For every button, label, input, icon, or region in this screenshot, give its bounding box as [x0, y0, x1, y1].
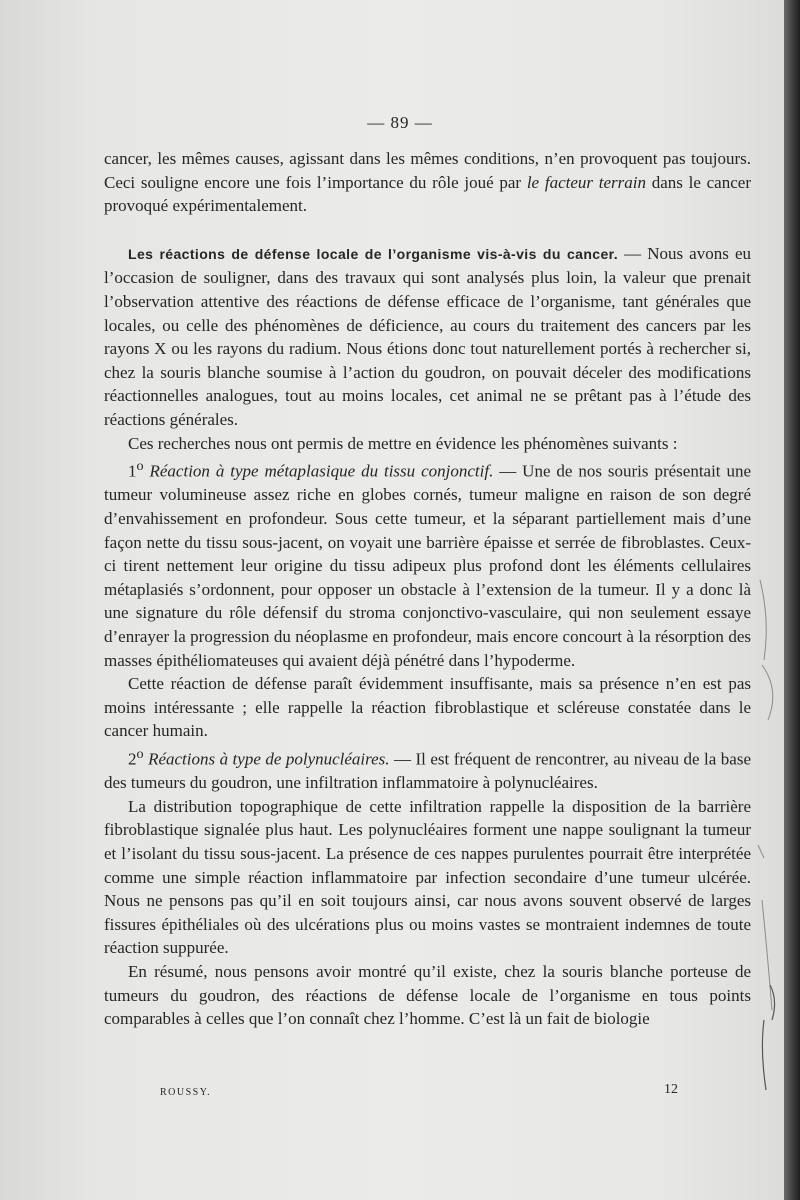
paragraph-reaction-1-note: Cette réaction de défense paraît évidemment insuffisante, mais sa présence n’en est pas moins intéressante ; elle rappelle la réaction fibroblastique et scléreuse constatée dans le cancer humain.: [104, 674, 751, 741]
emphasis-text: le facteur terrain: [526, 172, 646, 192]
paragraph-distribution: La distribution topographique de cette infiltration rappelle la disposition de la barrière fibroblastique signalée plus haut. Les polynucléaires forment une nappe soulignant la tumeur et l’isolant du tissu sous-jacent. La présence de ces nappes purulentes pourrait être interprétée comme une simple réaction inflammatoire par infection secondaire d’une tumeur ulcérée. Nous ne pensons pas qu’il en soit toujours ainsi, car nous avons souvent observé de larges fissures épithéliales où des ulcérations plus ou moins vastes se montraient indemnes de toute réaction suppurée.: [104, 796, 751, 958]
paragraph-summary: En résumé, nous pensons avoir montré qu’il existe, chez la souris blanche porteuse de tumeurs du goudron, des réactions de défense locale de l’organisme en tous points comparables à celles que l’on connaît chez l’homme. C’est là un fait de biologie: [104, 961, 751, 1029]
paragraph-text: — Il est fréquent de rencontrer, au niveau de la base des tumeurs du goudron, une infiltration inflammatoire à polynucléaires.: [104, 749, 752, 793]
paragraph-text: dans le cancer provoqué expérimentalement.: [104, 172, 751, 216]
subheading-italic: Réaction à type métaplasique du tissu conjonctif.: [149, 461, 494, 481]
paragraph-text: — Nous avons eu l’occasion de souligner, dans des travaux qui sont analysés plus loin, la valeur que prenait l’observation attentive des réactions de défense efficace de l’organisme, tant générales que locales, ou celle des phénomènes de déficience, au cours du traitement des cancers par les rayons X ou les rayons du radium. Nous étions donc tout naturellement portés à rechercher si, chez la souris blanche soumise à l’action du goudron, on pouvait déceler des modifications réactionnelles analogues, tout au moins locales, cet animal ne se prêtant pas à l’étude des réactions générales.: [104, 243, 751, 429]
item-number: 1: [128, 461, 137, 481]
margin-mark: [762, 665, 773, 720]
paragraph-text: cancer, les mêmes causes, agissant dans les mêmes conditions, n’en provoquent pas toujours. Ceci souligne encore une fois l’importance du rôle joué par: [104, 149, 751, 192]
signature-number: 12: [664, 1082, 678, 1097]
margin-mark: [760, 580, 766, 660]
margin-mark: [762, 1020, 766, 1090]
paragraph-phenomena: Ces recherches nous ont permis de mettre en évidence les phénomènes suivants :: [128, 433, 678, 453]
paragraph-text: — Une de nos souris présentait une tumeur volumineuse assez riche en globes cornés, tumeur maligne en raison de son degré d’envahissement en profondeur. Sous cette tumeur, et la séparant partiellement mais d’une façon nette du tissu sous-jacent, on voyait une barrière épaisse et serrée de fibroblastes. Ceux-ci tirent nettement leur origine du tissu adipeux plus profond dont les éléments cellulaires métaplasiés s’ordonnent, pour opposer un obstacle à l’extension de la tumeur. Il y a donc là une signature du rôle défensif du stroma conjonctivo-vasculaire, qui non seulement essaye d’enrayer la progression du néoplasme en profondeur, mais encore concourt à la résorption des masses épithéliomateuses qui avaient déjà pénétré dans l’hypoderme.: [104, 461, 751, 670]
ordinal-mark: o: [136, 745, 144, 762]
subheading-italic: Réactions à type de polynucléaires.: [148, 749, 390, 769]
page-number: — 89 —: [367, 113, 433, 132]
item-number: 2: [128, 749, 137, 769]
page-edge-shadow: [784, 0, 800, 1200]
margin-mark: [762, 900, 772, 1010]
section-heading: Les réactions de défense locale de l’organisme vis-à-vis du cancer.: [128, 245, 619, 262]
margin-mark: [758, 845, 764, 858]
author-signature-mark: ROUSSY.: [160, 1087, 212, 1098]
ordinal-mark: o: [136, 458, 144, 475]
